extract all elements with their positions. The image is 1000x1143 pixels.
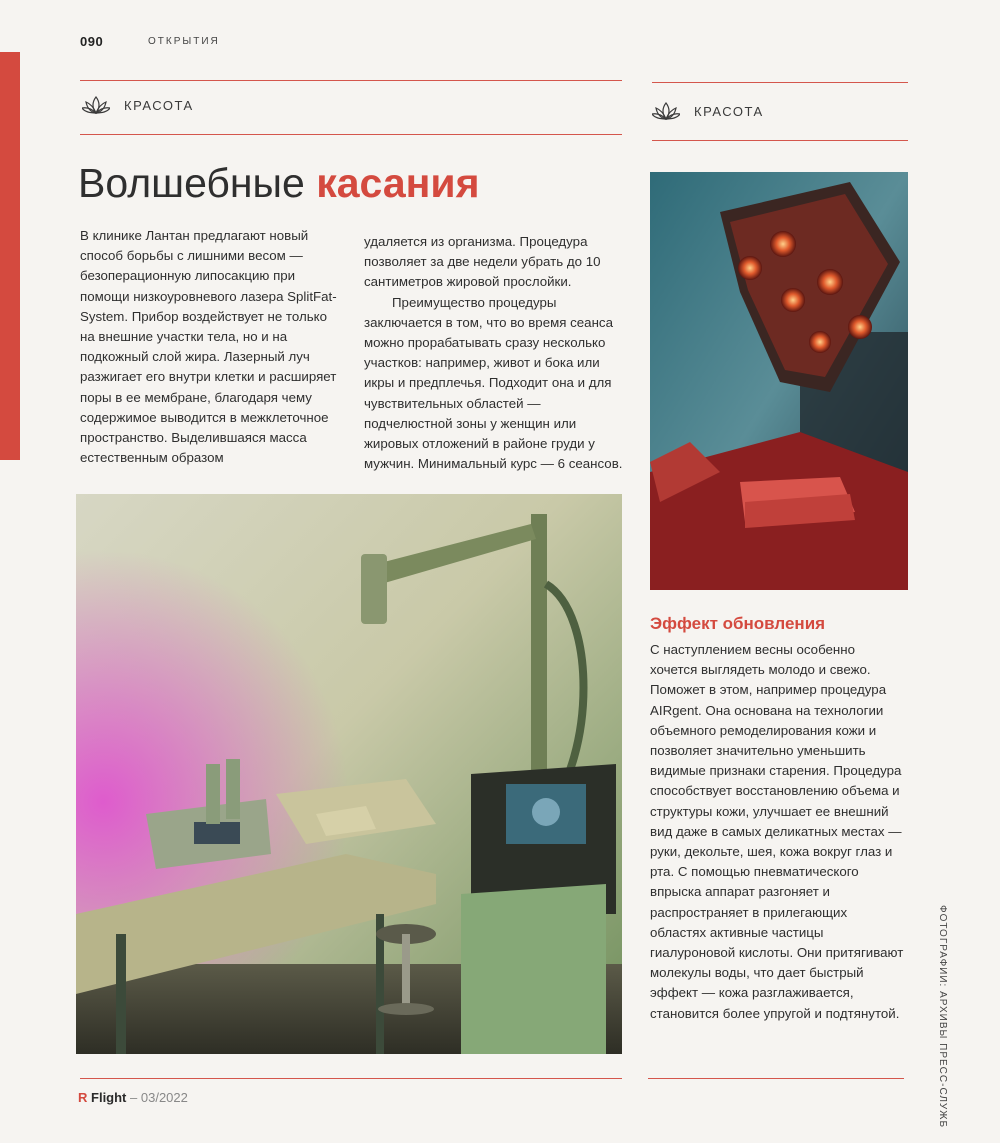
rule-cat-right bbox=[652, 140, 908, 141]
photo-led-device bbox=[650, 172, 908, 590]
category-label: КРАСОТА bbox=[694, 103, 764, 119]
article-paragraph: удаляется из организма. Процедура позволяет за две недели убрать до 10 сантиметров жировой прослойки. bbox=[364, 234, 601, 290]
issue-date: – 03/2022 bbox=[130, 1090, 188, 1105]
category-right bbox=[652, 102, 764, 120]
sidebar-column bbox=[650, 640, 904, 1024]
article-paragraph: Преимущество процедуры заключается в том, что во время сеанса можно прорабатывать сразу несколько участков: например, живот и бока или икры и предплечья. Подходит она и для чувствительных областей — подчелюстной зоны у женщин или жировых отложений в районе груди у мужчин. Минимальный курс — 6 сеансов. bbox=[364, 294, 623, 472]
page-number: 090 bbox=[80, 34, 104, 49]
section-heading: ОТКРЫТИЯ bbox=[148, 36, 220, 47]
rule-cat-left bbox=[80, 134, 622, 135]
rule-bottom-left bbox=[80, 1078, 622, 1079]
sidebar-paragraph: С наступлением весны особенно хочется выглядеть молодо и свежо. Поможет в этом, например процедура AIRgent. Она основана на технологии объемного ремоделирования кожи и позволяет значительно уменьшить видимые признаки старения. Процедура способствует восстановлению объема и структуры кожи, улучшает ее внешний вид даже в самых деликатных местах — руки, декольте, шея, кожа вокруг глаз и рта. С помощью пневматического впрыска аппарат разгоняет и распространяет в прилегающих областях активные частицы гиалуроновой кислоты. Они притягивают молекулы воды, что дает быстрый эффект — кожа разглаживается, становится более упругой и подтянутой. bbox=[650, 642, 904, 1021]
brand-name: Flight bbox=[91, 1090, 127, 1105]
lotus-icon bbox=[82, 96, 110, 114]
article-title bbox=[78, 160, 480, 207]
category-label: КРАСОТА bbox=[124, 97, 194, 113]
category-left bbox=[82, 96, 194, 114]
rule-top-left bbox=[80, 80, 622, 81]
lotus-icon bbox=[652, 102, 680, 120]
rule-top-right bbox=[652, 82, 908, 83]
article-paragraph: В клинике Лантан предлагают новый способ борьбы с лишними весом — безоперационную липосакцию при помощи низкоуровневого лазера SplitFat-System. Прибор воздействует не только на внешние участки тела, но и на подкожный слой жира. Лазерный луч разжигает его внутри клетки и расширяет поры в ее мембране, благодаря чему содержимое выводится в межклеточное пространство. Выделившаяся масса естественным образом bbox=[80, 228, 337, 466]
photo-credit: ФОТОГРАФИИ: АРХИВЫ ПРЕСС-СЛУЖБ bbox=[937, 905, 948, 1129]
article-column-2 bbox=[364, 232, 626, 474]
brand-logo-r: R bbox=[78, 1090, 88, 1105]
footer bbox=[78, 1090, 188, 1105]
photo-laser-room bbox=[76, 494, 622, 1054]
title-plain: Волшебные bbox=[78, 160, 317, 206]
article-column-1 bbox=[80, 226, 340, 468]
title-accent: касания bbox=[316, 160, 480, 206]
red-edge-tab bbox=[0, 52, 20, 460]
sidebar-subtitle: Эффект обновления bbox=[650, 614, 826, 633]
rule-bottom-right bbox=[648, 1078, 904, 1079]
